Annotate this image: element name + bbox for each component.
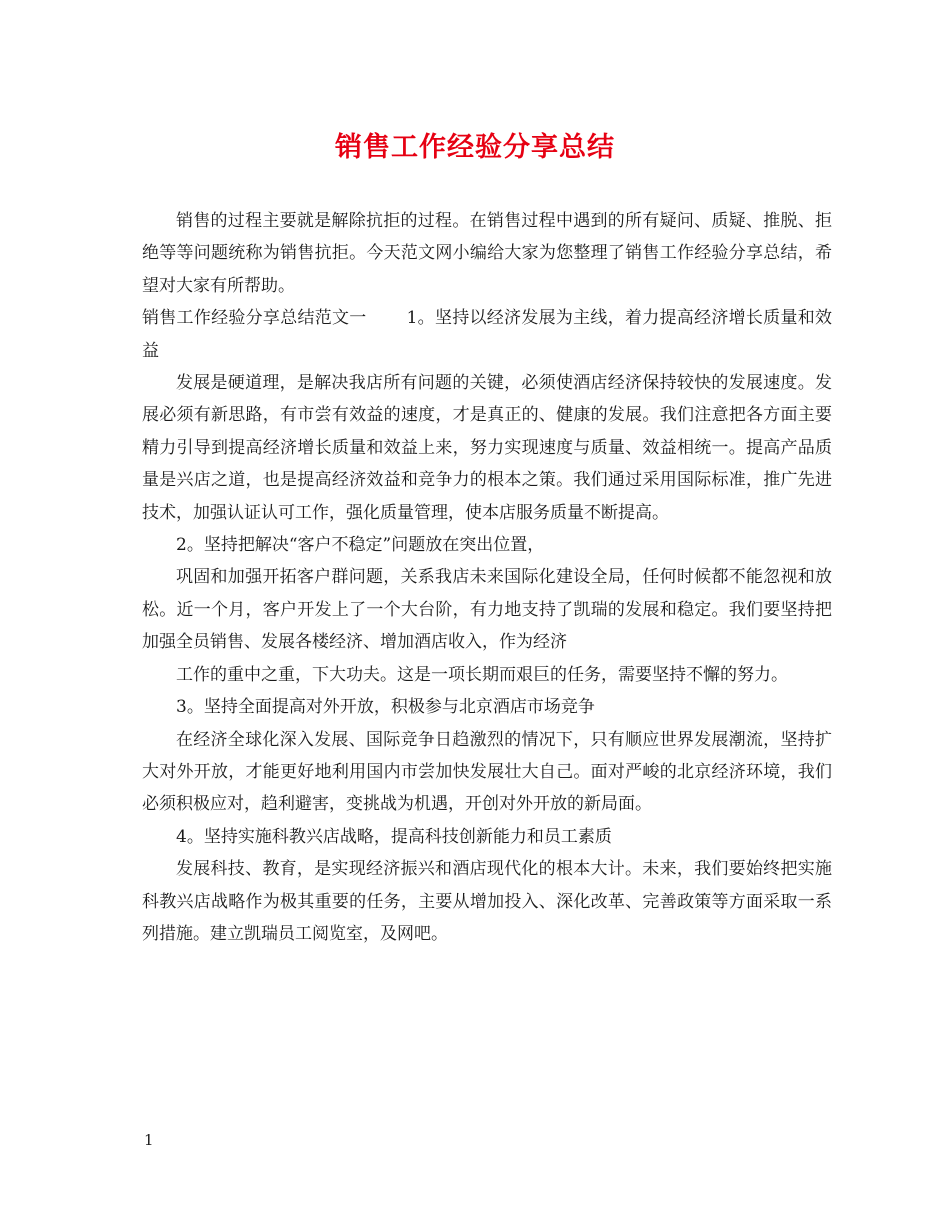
point1-body: 发展是硬道理，是解决我店所有问题的关键，必须使酒店经济保持较快的发展速度。发展必须有新思路，有市尝有效益的速度，才是真正的、健康的发展。我们注意把各方面主要精力引导到提高经济增长质量和效益上来，努力实现速度与质量、效益相统一。提高产品质量是兴店之道，也是提高经济效益和竞争力的根本之策。我们通过采用国际标准，推广先进技术，加强认证认可工作，强化质量管理，使本店服务质量不断提高。: [142, 373, 832, 523]
section-title: 销售工作经验分享总结范文一: [142, 308, 367, 329]
point3-heading: 3。坚持全面提高对外开放，积极参与北京酒店市场竞争: [176, 697, 595, 718]
point2-heading: 2。坚持把解决“客户不稳定”问题放在突出位置，: [176, 535, 545, 556]
point3-body: 在经济全球化深入发展、国际竞争日趋激烈的情况下，只有顺应世界发展潮流，坚持扩大对外开放，才能更好地利用国内市尝加快发展壮大自己。面对严峻的北京经济环境，我们必须积极应对，趋利避害，变挑战为机遇，开创对外开放的新局面。: [142, 729, 832, 815]
page-number: 1: [144, 1131, 154, 1149]
point2-body-a: 巩固和加强开拓客户群问题，关系我店未来国际化建设全局，任何时候都不能忽视和放松。近一个月，客户开发上了一个大台阶，有力地支持了凯瑞的发展和稳定。我们要坚持把加强全员销售、发展各楼经济、增加酒店收入，作为经济: [142, 567, 832, 653]
point4-body: 发展科技、教育，是实现经济振兴和酒店现代化的根本大计。未来，我们要始终把实施科教兴店战略作为极其重要的任务，主要从增加投入、深化改革、完善政策等方面采取一系列措施。建立凯瑞员工阅览室，及网吧。: [142, 859, 832, 944]
document-body: [142, 205, 832, 950]
document-title: 销售工作经验分享总结: [335, 132, 615, 163]
point2-body-b: 工作的重中之重，下大功夫。这是一项长期而艰巨的任务，需要坚持不懈的努力。: [176, 664, 788, 685]
section-heading: [142, 302, 832, 367]
point4-heading: 4。坚持实施科教兴店战略，提高科技创新能力和员工素质: [176, 826, 612, 847]
point1-heading: 1。坚持以经济发展为主线，着力提高经济增长质量和效益: [142, 308, 832, 361]
intro-paragraph: 销售的过程主要就是解除抗拒的过程。在销售过程中遇到的所有疑问、质疑、推脱、拒绝等等问题统称为销售抗拒。今天范文网小编给大家为您整理了销售工作经验分享总结，希望对大家有所帮助。: [142, 211, 832, 296]
